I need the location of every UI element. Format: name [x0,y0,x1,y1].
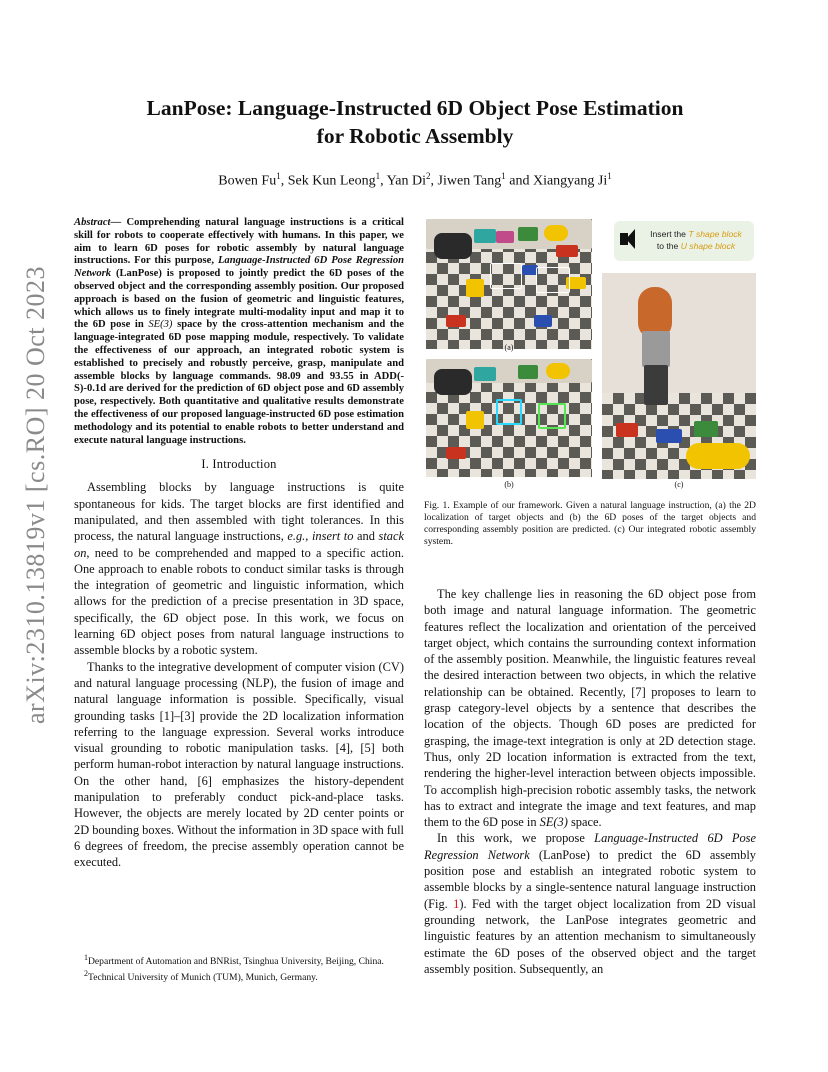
author-affiliation: 1 [607,171,612,181]
abstract-label: Abstract [74,217,111,228]
intro-paragraph-2: Thanks to the integrative development of computer vision (CV) and natural language processing (NLP), the fusion of image and natural language information is possible. Specifically, visual grounding tasks [1]–[3] provide the 2D localization information referring to the language expression. Several works introduce visual grounding to robotic manipulation tasks. [4], [5] both perform human-robot interaction by natural language instructions. On the other hand, [6] emphasizes the history-dependent manipulation to preferably conduct pick-and-place tasks. However, the objects are merely located by 2D center points or 2D bounding boxes. Without the information in 3D space with full 6 degrees of freedom, the precise assembly operation cannot be executed. [74,659,404,870]
footnotes [74,952,404,984]
block-yellow-bottle [686,443,750,469]
bbox-assembly [536,267,570,293]
left-column [74,217,404,870]
author-affiliation: 1 [276,171,281,181]
right-p2-method-name: Language-Instructed 6D Pose Regression Network [424,831,757,862]
author-affiliation: 1 [375,171,381,181]
author-separator: , [280,173,288,189]
instruction-object-1: T shape block [688,229,742,239]
pose-box-target [496,399,522,425]
right-paragraph-1 [424,586,756,830]
robot-wrist [642,331,670,367]
author-separator: , [430,173,438,189]
bbox-target [490,263,522,289]
block-green [518,227,538,241]
block-green [694,421,718,437]
subfigure-label-b: (b) [504,480,514,489]
author-name: Xiangyang Ji [532,173,608,189]
right-p1-se3: SE(3) [539,815,568,830]
block-teal [474,367,496,381]
right-p1-text-b: space. [567,815,602,830]
block-yellow-bottle [546,363,570,379]
arxiv-identifier: arXiv:2310.13819v1 [cs.RO] 20 Oct 2023 [21,265,50,725]
author-name: Bowen Fu [218,173,277,189]
block-yellow [466,279,484,297]
abstract-text-b: (LanPose) is proposed to jointly predict the 6D poses of the observed object and the corresponding assembly position. Our proposed approach is based on the fusion of geometric and linguistic features, which allows us to finely integrate multi-modality input and map it to the 6D pose in [74,268,404,331]
author-affiliation: 1 [501,171,506,181]
footnote-1-mark: 1 [84,953,88,962]
intro-p1-text-a: Assembling blocks by language instructions is quite spontaneous for kids. The target blocks are first identified and manipulated, and then assembled with tight tolerances. In this process, the natural language instructions, [74,480,404,544]
figure-reference-link[interactable]: 1 [453,896,460,911]
block-pink [496,231,514,243]
right-p2-text-c: ). Fed with the target object localization from 2D visual grounding network, the LanPose integrates geometric and linguistic features by an attention mechanism to simultaneously estimate the 6D poses of the observed object and the target assembly position. Subsequently, an [424,896,756,976]
author-separator: , [380,173,387,189]
author-name: Yan Di [386,173,427,189]
instruction-text [638,228,754,252]
intro-paragraph-1 [74,479,404,658]
footnote-2-text: Technical University of Munich (TUM), Munich, Germany. [88,972,318,984]
pose-box-assembly [538,403,566,429]
author-list [75,171,755,190]
instruction-part-a: Insert the [650,229,689,239]
abstract-se3: SE(3) [148,319,173,331]
block-red [616,423,638,437]
abstract-text-c: space by the cross-attention mechanism and the language-integrated 6D pose mapping module, respectively. To validate the effectiveness of our approach, an integrated robotic system is established to precisely and robustly perceive, grasp, manipulate and assemble blocks by language commands. 98.09 and 93.55 in ADD(-S)-0.1d are derived for the prediction of 6D object pose and 6D assembly pose, respectively. Both quantitative and qualitative results demonstrate the effectiveness of our proposed language-instructed 6D pose estimation methodology and its potential to enable robots to better understand and execute natural language instructions. [74,319,405,446]
block-red [446,447,466,459]
abstract-text-a: — Comprehending natural language instructions is a critical skill for robots to cooperate effectively with humans. In this paper, we aim to learn 6D poses for robotic assembly by natural language instructions. For this purpose, [74,217,404,267]
block-dark [434,233,472,259]
right-p2-text-a: In this work, we propose [437,831,595,846]
instruction-bubble [614,221,754,261]
author-affiliation: 2 [426,171,431,181]
intro-p1-text-b: , [305,529,312,544]
intro-p1-stack: stack on [74,529,404,560]
speaker-cone [626,229,635,249]
block-red [556,245,578,257]
right-p1-text-a: The key challenge lies in reasoning the 6D object pose from both image and natural language information. The geometric features reflect the localization and orientation of the perceived target object, which contains the surrounding context information of the assembly position. Meanwhile, the linguistic features reveal the desired interaction between two objects, in which the relative relationship can be obtained. Recently, [7] proposes to learn to grasp category-level objects by a sentence that describes the location of the objects. Though 6D poses are predicted for grasping, the image-text integration is only at 2D detection stage. Thus, only 2D location information is extracted from the text, rendering the higher-level interaction between objects impossible. To accomplish high-precision robotic assembly tasks, the network has to extract and integrate the image and text features, and map them to the 6D pose in [424,587,756,830]
arxiv-sidebar [6,265,66,725]
block-green [518,365,538,379]
subfigure-label-c: (c) [674,480,684,489]
block-blue [656,429,682,443]
figure-1 [424,217,756,492]
subfigure-label-a: (a) [504,343,514,352]
title-line-1: LanPose: Language-Instructed 6D Object Pose Estimation [146,96,684,120]
block-blue-2 [534,315,552,327]
block-dark [434,369,472,395]
footnote-1-text: Department of Automation and BNRist, Tsinghua University, Beijing, China. [88,956,384,968]
figure-photo-a [426,219,592,349]
instruction-object-2: U shape block [680,241,736,251]
footnote-1 [74,952,404,968]
author-separator: and [505,173,533,189]
figure-1-caption: Fig. 1. Example of our framework. Given a natural language instruction, (a) the 2D localization of target objects and (b) the 6D poses of the target objects and corresponding assembly position are predicted. (c) Our integrated robotic assembly system. [424,500,756,547]
author-name: Jiwen Tang [437,173,502,189]
intro-p1-text-c: and [353,529,379,544]
author-name: Sek Kun Leong [287,173,376,189]
abstract-method-name: Language-Instructed 6D Pose Regression Network [74,255,405,280]
intro-p1-insert: insert to [311,529,354,544]
footnote-2 [74,968,404,984]
section-heading-introduction: I. Introduction [201,457,277,472]
figure-photo-c [602,273,756,479]
intro-p1-eg: e.g. [287,529,306,544]
abstract [74,217,404,447]
right-p2-text-b: (LanPose) to predict the 6D assembly position pose and establish an integrated robotic system to assemble blocks by a single-sentence natural language instruction (Fig. [424,847,757,911]
footnote-2-mark: 2 [84,969,88,979]
instruction-part-b: to the [656,241,681,251]
block-teal [474,229,496,243]
block-red-2 [446,315,466,327]
block-yellow [466,411,484,429]
paper-title [75,94,755,150]
block-yellow-bottle [544,225,568,241]
robot-gripper [644,365,668,405]
right-paragraph-2 [424,830,756,977]
title-line-2: for Robotic Assembly [316,124,514,148]
right-column [424,586,756,977]
intro-p1-text-d: , need to be comprehended and mapped to a specific action. One approach to enable robots to conduct similar tasks is through the integration of geometric and linguistic information, which allows for the prediction of a precise presentation in 3D space, specifically, the 6D object pose. In this work, we focus on learning 6D object poses from natural language instructions to assemble blocks by a robotic system. [74,545,404,658]
figure-photo-b [426,359,592,477]
